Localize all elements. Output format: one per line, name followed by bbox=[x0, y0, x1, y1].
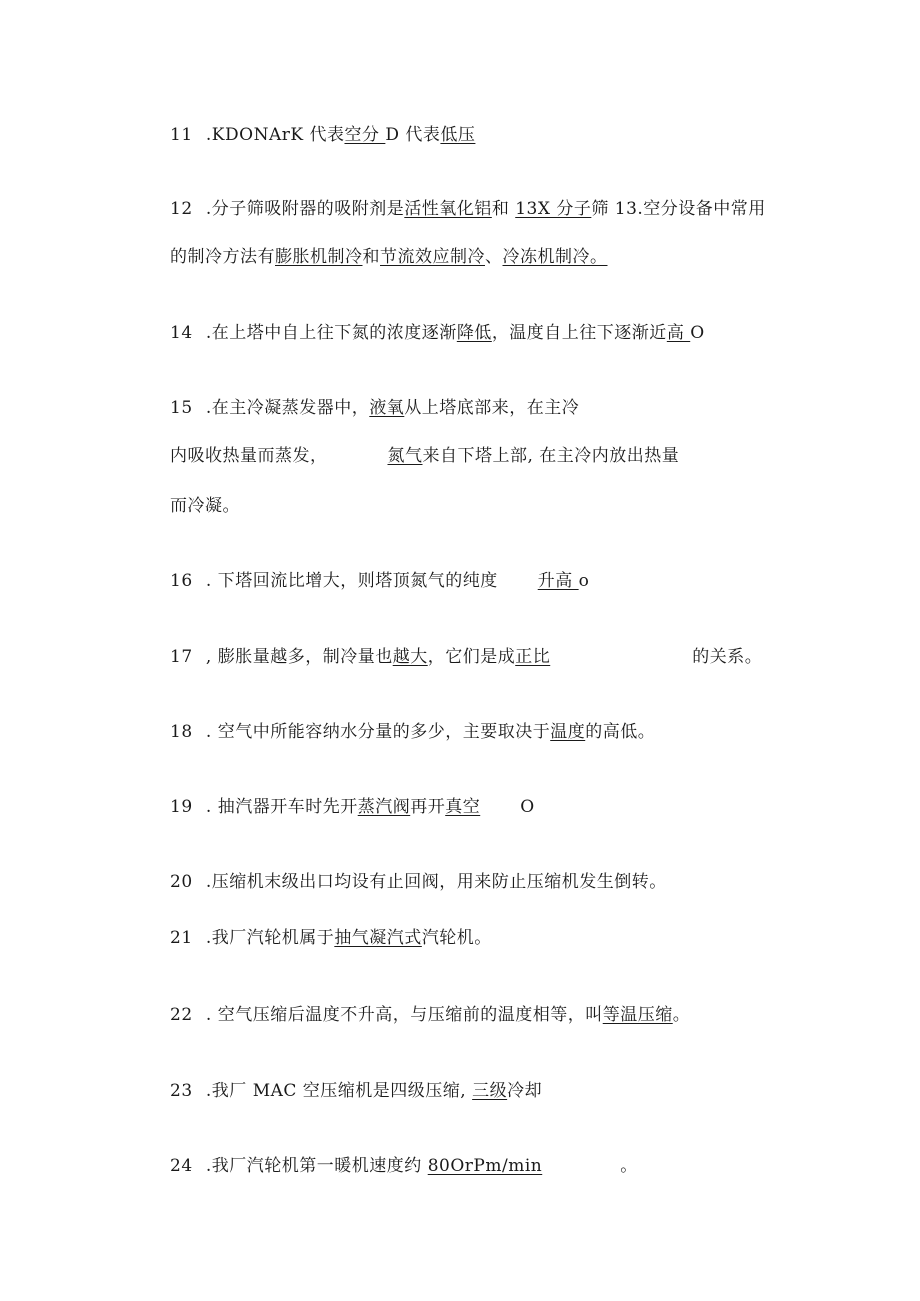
question-number: 17 bbox=[170, 647, 193, 667]
question-text: 和 bbox=[362, 247, 380, 267]
answer-blank: 膨胀机制冷 bbox=[275, 247, 363, 267]
question-15-end bbox=[170, 494, 240, 518]
question-text: ，温度自上往下逐渐近 bbox=[491, 323, 667, 343]
question-16 bbox=[170, 569, 589, 593]
answer-blank: 低压 bbox=[440, 125, 476, 145]
question-text: 内吸收热量而蒸发， bbox=[170, 446, 328, 466]
question-text: 冷却 bbox=[507, 1081, 543, 1101]
question-23 bbox=[170, 1079, 542, 1103]
question-number: 22 bbox=[170, 1005, 193, 1025]
question-number: 24 bbox=[170, 1156, 193, 1176]
question-text: 汽轮机。 bbox=[421, 928, 492, 948]
question-text: 。 bbox=[620, 1156, 638, 1176]
question-text: .在主冷凝蒸发器中， bbox=[205, 398, 370, 418]
answer-blank: 蒸汽阀 bbox=[357, 797, 411, 817]
question-text: 筛 13.空分设备中常用 bbox=[591, 199, 766, 219]
question-11 bbox=[170, 123, 475, 147]
question-14 bbox=[170, 321, 705, 345]
answer-blank: 等温压缩 bbox=[602, 1005, 673, 1025]
question-number: 23 bbox=[170, 1081, 193, 1101]
question-text: O bbox=[690, 323, 705, 343]
answer-blank: 13X 分子 bbox=[515, 199, 592, 219]
question-text: D 代表 bbox=[385, 125, 441, 145]
question-text: , 膨胀量越多，制冷量也 bbox=[205, 647, 393, 667]
answer-blank: 真空 bbox=[445, 797, 481, 817]
question-number: 11 bbox=[170, 125, 193, 145]
answer-blank: 活性氧化铝 bbox=[404, 199, 492, 219]
question-number: 16 bbox=[170, 571, 193, 591]
answer-blank: 空分 bbox=[344, 125, 386, 145]
answer-blank: 80OrPm/min bbox=[427, 1156, 543, 1176]
question-text: 的高低。 bbox=[585, 722, 656, 742]
question-number: 20 bbox=[170, 872, 193, 892]
question-20 bbox=[170, 870, 667, 894]
answer-blank: 节流效应制冷 bbox=[380, 247, 485, 267]
answer-blank: 温度 bbox=[550, 722, 586, 742]
answer-blank: 降低 bbox=[456, 323, 492, 343]
question-text: .我厂汽轮机第一暖机速度约 bbox=[205, 1156, 428, 1176]
question-number: 14 bbox=[170, 323, 193, 343]
question-text: .KDONArK 代表 bbox=[205, 125, 345, 145]
question-text: 而冷凝。 bbox=[170, 496, 240, 516]
question-text: . 抽汽器开车时先开 bbox=[205, 797, 358, 817]
question-number: 19 bbox=[170, 797, 193, 817]
question-18 bbox=[170, 720, 655, 744]
question-text: . 空气压缩后温度不升高，与压缩前的温度相等，叫 bbox=[205, 1005, 603, 1025]
question-22 bbox=[170, 1003, 690, 1027]
answer-blank: 氮气 bbox=[387, 446, 423, 466]
question-12 bbox=[170, 197, 766, 221]
answer-blank: 液氧 bbox=[369, 398, 405, 418]
answer-blank: 越大 bbox=[392, 647, 428, 667]
question-number: 12 bbox=[170, 199, 193, 219]
question-15 bbox=[170, 396, 579, 420]
question-text: 。 bbox=[672, 1005, 691, 1025]
question-text: 、 bbox=[485, 247, 503, 267]
question-text: 的制冷方法有 bbox=[170, 247, 275, 267]
question-text: .分子筛吸附器的吸附剂是 bbox=[205, 199, 405, 219]
question-text: .在上塔中自上往下氮的浓度逐渐 bbox=[205, 323, 457, 343]
answer-blank: 抽气凝汽式 bbox=[334, 928, 422, 948]
question-19 bbox=[170, 795, 535, 819]
answer-blank: 升高 bbox=[537, 571, 579, 591]
question-text: 来自下塔上部, 在主冷内放出热量 bbox=[422, 446, 680, 466]
question-text: .我厂 MAC 空压缩机是四级压缩, bbox=[205, 1081, 473, 1101]
answer-blank: 冷冻机制冷。 bbox=[502, 247, 608, 267]
question-24 bbox=[170, 1154, 638, 1178]
question-text: 再开 bbox=[410, 797, 446, 817]
question-text: 的关系。 bbox=[692, 647, 763, 667]
question-21 bbox=[170, 926, 492, 950]
question-text: 从上塔底部来，在主冷 bbox=[404, 398, 580, 418]
question-number: 18 bbox=[170, 722, 193, 742]
question-text: . 空气中所能容纳水分量的多少，主要取决于 bbox=[205, 722, 551, 742]
answer-blank: 三级 bbox=[472, 1081, 508, 1101]
question-number: 15 bbox=[170, 398, 193, 418]
question-text: . 下塔回流比增大，则塔顶氮气的纯度 bbox=[205, 571, 498, 591]
question-text: o bbox=[578, 571, 590, 591]
question-text: ，它们是成 bbox=[427, 647, 516, 667]
question-text: 和 bbox=[491, 199, 516, 219]
question-text: .我厂汽轮机属于 bbox=[205, 928, 335, 948]
question-17 bbox=[170, 645, 762, 669]
question-12-continued bbox=[170, 245, 608, 269]
answer-blank: 高 bbox=[666, 323, 691, 343]
question-text: .压缩机末级出口均设有止回阀，用来防止压缩机发生倒转。 bbox=[205, 872, 667, 892]
question-number: 21 bbox=[170, 928, 193, 948]
question-15-continued bbox=[170, 444, 679, 468]
answer-blank: 正比 bbox=[515, 647, 551, 667]
question-text: O bbox=[520, 797, 535, 817]
